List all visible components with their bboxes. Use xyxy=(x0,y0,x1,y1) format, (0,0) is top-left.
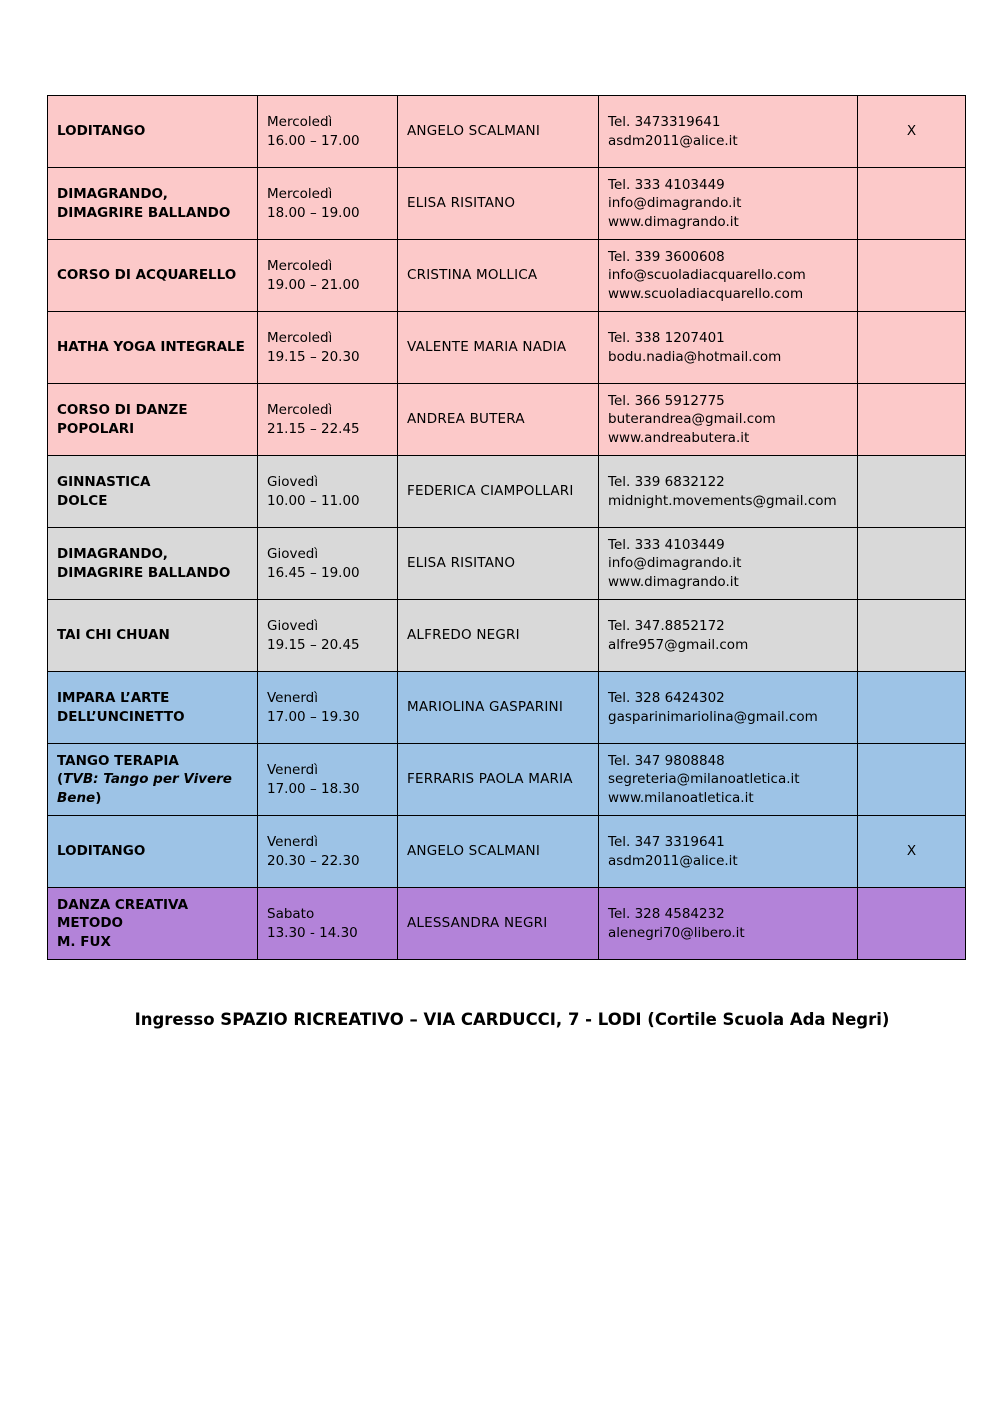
time: 17.00 – 18.30 xyxy=(267,780,360,797)
time: 13.30 - 14.30 xyxy=(267,924,358,941)
day: Mercoledì xyxy=(267,330,333,346)
time: 17.00 – 19.30 xyxy=(267,708,360,725)
time: 19.00 – 21.00 xyxy=(267,276,360,293)
contact-info xyxy=(599,384,858,456)
day: Mercoledì xyxy=(267,186,333,202)
table-row xyxy=(48,312,966,384)
time: 16.45 – 19.00 xyxy=(267,564,360,581)
phone: Tel. 333 4103449 xyxy=(608,536,725,553)
day-time xyxy=(258,456,398,528)
contact-info xyxy=(599,528,858,600)
day: Sabato xyxy=(267,906,315,922)
teacher-name: ALFREDO NEGRI xyxy=(398,600,599,672)
teacher-name: FERRARIS PAOLA MARIA xyxy=(398,744,599,816)
contact-info xyxy=(599,816,858,888)
email-link[interactable]: asdm2011@alice.it xyxy=(608,852,738,869)
time: 19.15 – 20.45 xyxy=(267,636,360,653)
day: Giovedì xyxy=(267,474,319,490)
teacher-name: MARIOLINA GASPARINI xyxy=(398,672,599,744)
course-name-line: IMPARA L’ARTE xyxy=(57,690,170,706)
course-name xyxy=(48,528,258,600)
mark-cell xyxy=(858,744,966,816)
email-link[interactable]: asdm2011@alice.it xyxy=(608,132,738,149)
mark-cell: X xyxy=(858,96,966,168)
mark-cell xyxy=(858,168,966,240)
website-link[interactable]: www.scuoladiacquarello.com xyxy=(608,285,804,302)
mark-cell xyxy=(858,600,966,672)
mark-cell xyxy=(858,888,966,960)
time: 21.15 – 22.45 xyxy=(267,420,360,437)
mark-cell xyxy=(858,240,966,312)
day-time xyxy=(258,672,398,744)
course-name xyxy=(48,384,258,456)
time: 20.30 – 22.30 xyxy=(267,852,360,869)
table-row xyxy=(48,816,966,888)
course-name xyxy=(48,96,258,168)
course-name-line: DIMAGRIRE BALLANDO xyxy=(57,564,231,581)
table-row xyxy=(48,456,966,528)
contact-info xyxy=(599,672,858,744)
email-link[interactable]: info@dimagrando.it xyxy=(608,555,742,572)
course-name xyxy=(48,816,258,888)
course-name-line: LODITANGO xyxy=(57,843,146,860)
phone: Tel. 347 3319641 xyxy=(608,834,725,850)
course-name-line: LODITANGO xyxy=(57,123,146,140)
email-link[interactable]: midnight.movements@gmail.com xyxy=(608,492,837,509)
table-row xyxy=(48,528,966,600)
time: 16.00 – 17.00 xyxy=(267,132,360,149)
venue-footer: Ingresso SPAZIO RICREATIVO – VIA CARDUCCI, 7 - LODI (Cortile Scuola Ada Negri) xyxy=(134,1010,890,1029)
phone: Tel. 333 4103449 xyxy=(608,176,725,193)
mark-cell: X xyxy=(858,816,966,888)
email-link[interactable]: info@scuoladiacquarello.com xyxy=(608,267,806,284)
time: 19.15 – 20.30 xyxy=(267,348,360,365)
contact-info xyxy=(599,456,858,528)
website-link[interactable]: www.milanoatletica.it xyxy=(608,789,754,806)
course-name-line: CORSO DI ACQUARELLO xyxy=(57,267,237,284)
day-time xyxy=(258,168,398,240)
day: Mercoledì xyxy=(267,114,333,130)
contact-info xyxy=(599,600,858,672)
contact-info xyxy=(599,168,858,240)
course-name-line: DELL’UNCINETTO xyxy=(57,708,185,725)
course-name xyxy=(48,456,258,528)
email-link[interactable]: alenegri70@libero.it xyxy=(608,924,745,941)
teacher-name: VALENTE MARIA NADIA xyxy=(398,312,599,384)
course-name xyxy=(48,888,258,960)
day-time xyxy=(258,96,398,168)
mark-cell xyxy=(858,312,966,384)
day-time xyxy=(258,384,398,456)
teacher-name: ANDREA BUTERA xyxy=(398,384,599,456)
phone: Tel. 347 9808848 xyxy=(608,752,725,769)
day: Venerdì xyxy=(267,762,318,778)
teacher-name: ELISA RISITANO xyxy=(398,168,599,240)
teacher-name: FEDERICA CIAMPOLLARI xyxy=(398,456,599,528)
phone: Tel. 328 6424302 xyxy=(608,690,725,706)
day-time xyxy=(258,744,398,816)
day: Venerdì xyxy=(267,690,318,706)
course-name-line: TANGO TERAPIA xyxy=(57,752,179,769)
schedule-table xyxy=(47,95,966,960)
course-name-line: GINNASTICA xyxy=(57,474,151,490)
mark-cell xyxy=(858,456,966,528)
email-link[interactable]: bodu.nadia@hotmail.com xyxy=(608,348,782,365)
mark-cell xyxy=(858,528,966,600)
day: Giovedì xyxy=(267,546,319,562)
teacher-name: ANGELO SCALMANI xyxy=(398,96,599,168)
contact-info xyxy=(599,888,858,960)
course-name-line: CORSO DI DANZE xyxy=(57,402,188,418)
schedule-rows xyxy=(48,96,966,960)
course-name-line: HATHA YOGA INTEGRALE xyxy=(57,339,245,356)
day-time xyxy=(258,816,398,888)
phone: Tel. 3473319641 xyxy=(608,114,721,130)
table-row xyxy=(48,168,966,240)
table-row xyxy=(48,96,966,168)
phone: Tel. 328 4584232 xyxy=(608,906,725,922)
phone: Tel. 366 5912775 xyxy=(608,392,725,409)
course-name-line: DIMAGRIRE BALLANDO xyxy=(57,204,231,221)
day-time xyxy=(258,312,398,384)
email-link[interactable]: alfre957@gmail.com xyxy=(608,636,749,653)
mark-cell xyxy=(858,384,966,456)
phone: Tel. 347.8852172 xyxy=(608,618,725,634)
website-link[interactable]: www.dimagrando.it xyxy=(608,573,739,590)
course-name-line: POPOLARI xyxy=(57,420,135,437)
email-link[interactable]: buterandrea@gmail.com xyxy=(608,411,776,428)
table-row xyxy=(48,384,966,456)
day: Mercoledì xyxy=(267,258,333,274)
contact-info xyxy=(599,240,858,312)
table-row xyxy=(48,240,966,312)
website-link[interactable]: www.andreabutera.it xyxy=(608,429,750,446)
day: Mercoledì xyxy=(267,402,333,418)
course-name-line: DIMAGRANDO, xyxy=(57,546,168,562)
website-link[interactable]: www.dimagrando.it xyxy=(608,213,739,230)
teacher-name: CRISTINA MOLLICA xyxy=(398,240,599,312)
contact-info xyxy=(599,96,858,168)
course-name-line: Bene) xyxy=(57,789,102,806)
course-name-line: DOLCE xyxy=(57,492,108,509)
table-row xyxy=(48,600,966,672)
day: Giovedì xyxy=(267,618,319,634)
table-row xyxy=(48,744,966,816)
contact-info xyxy=(599,312,858,384)
email-link[interactable]: segreteria@milanoatletica.it xyxy=(608,771,800,788)
day-time xyxy=(258,600,398,672)
course-name xyxy=(48,168,258,240)
course-name xyxy=(48,672,258,744)
email-link[interactable]: gasparinimariolina@gmail.com xyxy=(608,708,818,725)
day-time xyxy=(258,888,398,960)
day: Venerdì xyxy=(267,834,318,850)
phone: Tel. 338 1207401 xyxy=(608,330,725,346)
course-name-line: DIMAGRANDO, xyxy=(57,186,168,202)
table-row xyxy=(48,888,966,960)
mark-cell xyxy=(858,672,966,744)
teacher-name: ANGELO SCALMANI xyxy=(398,816,599,888)
course-name-line: M. FUX xyxy=(57,933,111,950)
teacher-name: ALESSANDRA NEGRI xyxy=(398,888,599,960)
course-name xyxy=(48,600,258,672)
time: 10.00 – 11.00 xyxy=(267,492,360,509)
phone: Tel. 339 3600608 xyxy=(608,248,725,265)
course-name xyxy=(48,312,258,384)
table-row xyxy=(48,672,966,744)
day-time xyxy=(258,240,398,312)
course-name-line: DANZA CREATIVA METODO xyxy=(57,896,189,932)
teacher-name: ELISA RISITANO xyxy=(398,528,599,600)
day-time xyxy=(258,528,398,600)
course-name xyxy=(48,744,258,816)
course-name-line: TAI CHI CHUAN xyxy=(57,627,170,644)
phone: Tel. 339 6832122 xyxy=(608,474,725,490)
email-link[interactable]: info@dimagrando.it xyxy=(608,195,742,212)
course-name xyxy=(48,240,258,312)
contact-info xyxy=(599,744,858,816)
time: 18.00 – 19.00 xyxy=(267,204,360,221)
course-name-line: (TVB: Tango per Vivere xyxy=(57,771,232,788)
